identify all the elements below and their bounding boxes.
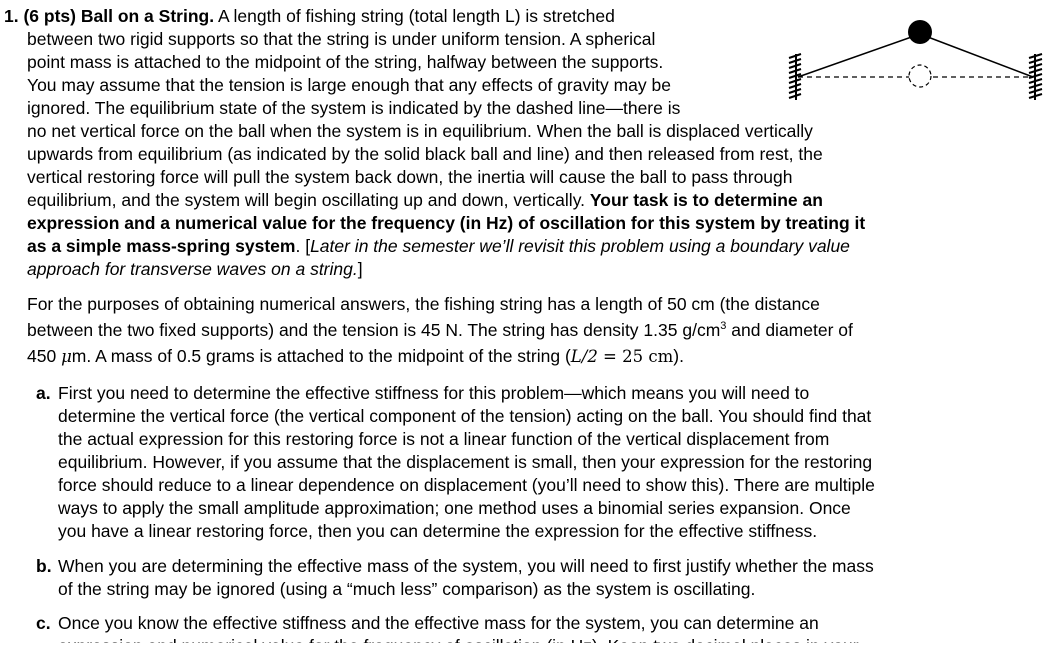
numerics-line-3c: ). xyxy=(673,346,684,366)
part-a-line-0: First you need to determine the effective stiffness for this problem—which means you will need to xyxy=(58,383,810,403)
task-bold-3: as a simple mass-spring system xyxy=(27,236,296,256)
note-close: ] xyxy=(357,259,363,279)
intro-line-8-text: equilibrium, and the system will begin oscillating up and down, vertically. xyxy=(27,190,590,210)
numerics-line-2b: and diameter of xyxy=(726,320,853,340)
part-b-line-1: of the string may be ignored (using a “much less” comparison) as the system is oscillating. xyxy=(58,579,756,599)
part-c-line-0: Once you know the effective stiffness and the effective mass for the system, you can determine an xyxy=(58,613,819,633)
numerics-line-3b: m. A mass of 0.5 grams is attached to the midpoint of the string ( xyxy=(71,346,571,366)
numerics-line-1: For the purposes of obtaining numerical answers, the fishing string has a length of 50 cm (the distance xyxy=(27,294,820,314)
intro-line-3: You may assume that the tension is large enough that any effects of gravity may be xyxy=(27,75,671,95)
displaced-ball xyxy=(908,20,932,44)
part-a-line-4: force should reduce to a linear dependence on displacement (you’ll need to show this). There are multiple xyxy=(58,475,875,495)
numerics-line-3 xyxy=(27,345,684,368)
mu-symbol: μ xyxy=(61,347,72,366)
numerics-line-2a: between the two fixed supports) and the tension is 45 N. The string has density 1.35 g/cm xyxy=(27,320,721,340)
part-a-line-2: the actual expression for this restoring force is not a linear function of the vertical displacement from xyxy=(58,429,830,449)
intro-line-8 xyxy=(27,189,823,212)
problem-title: Ball on a String. xyxy=(80,6,215,26)
part-a-line-6: you have a linear restoring force, then you can determine the expression for the effective stiffness. xyxy=(58,521,818,541)
part-c-label: c. xyxy=(36,613,51,633)
note-italic-2: approach for transverse waves on a string. xyxy=(27,259,358,279)
intro-line-0: A length of fishing string (total length L) is stretched xyxy=(214,6,615,26)
equilibrium-ball-outline xyxy=(909,65,931,87)
problem-line-1 xyxy=(4,5,615,28)
intro-line-6: upwards from equilibrium (as indicated by the solid black ball and line) and then released from rest, the xyxy=(27,144,823,164)
task-after: . [ xyxy=(295,236,311,256)
displaced-string-left xyxy=(798,34,920,77)
numerics-line-3a: 450 xyxy=(27,346,62,366)
part-b-line-0: When you are determining the effective mass of the system, you will need to first justify whether the mass xyxy=(58,556,874,576)
cubic-exponent: 3 xyxy=(720,320,727,332)
task-bold-2: expression and a numerical value for the frequency (in Hz) of oscillation for this system by treating it xyxy=(27,213,866,233)
task-bold-1: Your task is to determine an xyxy=(589,190,823,210)
numerics-line-2 xyxy=(27,319,853,342)
intro-line-1: between two rigid supports so that the string is under uniform tension. A spherical xyxy=(27,29,656,49)
part-a-line-3: equilibrium. However, if you assume that the displacement is small, then your expression for the restoring xyxy=(58,452,873,472)
intro-line-2: point mass is attached to the midpoint of the string, halfway between the supports. xyxy=(27,52,664,72)
intro-line-4: ignored. The equilibrium state of the system is indicated by the dashed line—there is xyxy=(27,98,681,118)
problem-number: 1. xyxy=(4,6,19,26)
half-length-value: = 25 cm xyxy=(597,347,674,366)
half-length-expr: L/2 xyxy=(570,347,598,366)
ball-on-string-figure xyxy=(786,10,1051,105)
intro-line-7: vertical restoring force will pull the system back down, the inertia will cause the ball to pass through xyxy=(27,167,793,187)
part-a-line-1: determine the vertical force (the vertical component of the tension) acting on the ball. You should find that xyxy=(58,406,872,426)
displaced-string-right xyxy=(920,34,1033,77)
page-bottom-clip xyxy=(0,643,1063,656)
part-a-label: a. xyxy=(36,383,51,403)
part-b-label: b. xyxy=(36,556,52,576)
part-a-line-5: ways to apply the small amplitude approximation; one method uses a binomial series expansion. Once xyxy=(58,498,851,518)
task-line-3 xyxy=(27,235,850,258)
intro-line-5: no net vertical force on the ball when the system is in equilibrium. When the ball is displaced vertically xyxy=(27,121,813,141)
note-line-2 xyxy=(27,258,363,281)
note-italic-1: Later in the semester we’ll revisit this problem using a boundary value xyxy=(310,236,850,256)
problem-points: (6 pts) xyxy=(23,6,76,26)
